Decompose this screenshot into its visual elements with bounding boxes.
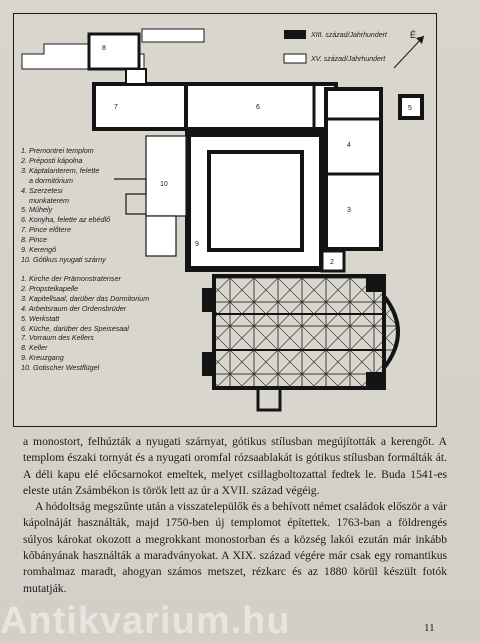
body-text	[23, 434, 447, 597]
legend-label-15th: XV. század/Jahrhundert	[311, 56, 386, 63]
plan-label-2: 2	[330, 259, 334, 266]
west-wing	[114, 136, 186, 256]
legend-list-german	[21, 274, 149, 373]
legend-item: 2. Propsteikapelle	[21, 283, 79, 293]
legend-item: munkaterem	[29, 195, 69, 205]
legend-item: 6. Küche, darüber des Speisesaal	[21, 323, 129, 333]
legend-swatch-15th	[284, 54, 306, 63]
legend-item: 8. Pince	[21, 235, 47, 245]
legend-item: 4. Szerzetesi	[21, 185, 63, 195]
plan-label-4: 4	[347, 142, 351, 149]
legend-item: 1. Kirche der Prämonstratenser	[21, 274, 121, 283]
legend-label-13th: XIII. század/Jahrhundert	[311, 32, 387, 39]
legend-item: 3. Káptalanterem, felette	[21, 165, 100, 175]
legend-item: 10. Gótikus nyugati szárny	[21, 254, 106, 264]
legend-item: 7. Vorraum des Kellers	[21, 333, 94, 343]
legend-item: 6. Konyha, felette az ebédlő	[21, 215, 111, 225]
plan-label-9: 9	[195, 241, 199, 248]
legend-item: 5. Műhely	[21, 205, 53, 215]
legend-item: 5. Werkstatt	[21, 313, 60, 323]
watermark: Antikvarium.hu	[0, 600, 291, 642]
legend-swatch-13th	[284, 30, 306, 39]
north-arrow-icon	[394, 30, 424, 68]
page-number: 11	[424, 622, 435, 634]
floor-plan-figure	[13, 13, 437, 427]
plan-label-6: 6	[256, 104, 260, 111]
room-8-cellar	[22, 29, 204, 69]
legend-item: 4. Arbeitsraum der Ordensbrüder	[21, 303, 127, 313]
legend-item: 3. Kapitellsaal, darüber das Dormitorium	[21, 293, 150, 303]
legend-item: 8. Keller	[21, 343, 48, 353]
legend-item: 2. Préposti kápolna	[21, 155, 83, 165]
north-label: É	[410, 30, 417, 40]
plan-label-5: 5	[408, 105, 412, 112]
paragraph-1: a monostort, felhúzták a nyugati szárnyat, gótikus stílusban megújították a kerengőt. A templom északi tornyát és a nyugati oromfal rózsaablakát is gótikus stílusban formálták át. A déli kapu elé előcsarnokot emeltek, melyet csillagboltozattal fedtek le. Buda 1541-es eleste után Zsámbékon is török lett az úr a XVII. század végéig.	[23, 435, 447, 497]
plan-label-7: 7	[114, 104, 118, 111]
plan-label-10: 10	[160, 181, 168, 188]
legend-list-hungarian	[21, 146, 110, 265]
legend-item: 10. Gotischer Westflügel	[21, 363, 100, 373]
legend-item: 1. Premontrei templom	[21, 146, 94, 155]
legend-item: 9. Kreuzgang	[21, 353, 64, 363]
cloister	[188, 134, 322, 269]
north-range	[94, 69, 336, 129]
legend-item: 7. Pince előtere	[21, 225, 71, 235]
plan-label-3: 3	[347, 207, 351, 214]
legend-item: 9. Kerengő	[21, 245, 57, 255]
east-range	[326, 89, 381, 249]
plan-label-8: 8	[102, 45, 106, 52]
church-plan	[202, 274, 398, 410]
paragraph-2: A hódoltság megszűnte után a visszatelepülők és a behívott német családok először a vár kápolnáját használták, majd 1750-ben új templomot építettek. 1763-ban a földrengés súlyos károkat okozott a megrokkant monostorban és a község lakói ezután már inkább kőbányának használták a maradványokat. A XIX. század végére már csak egy romantikus romhalmaz maradt, ahogyan számos metszet, rézkarc és az 1880 körül készült fotók mutatják.	[23, 500, 447, 595]
legend-item: a dormitórium	[29, 175, 73, 185]
